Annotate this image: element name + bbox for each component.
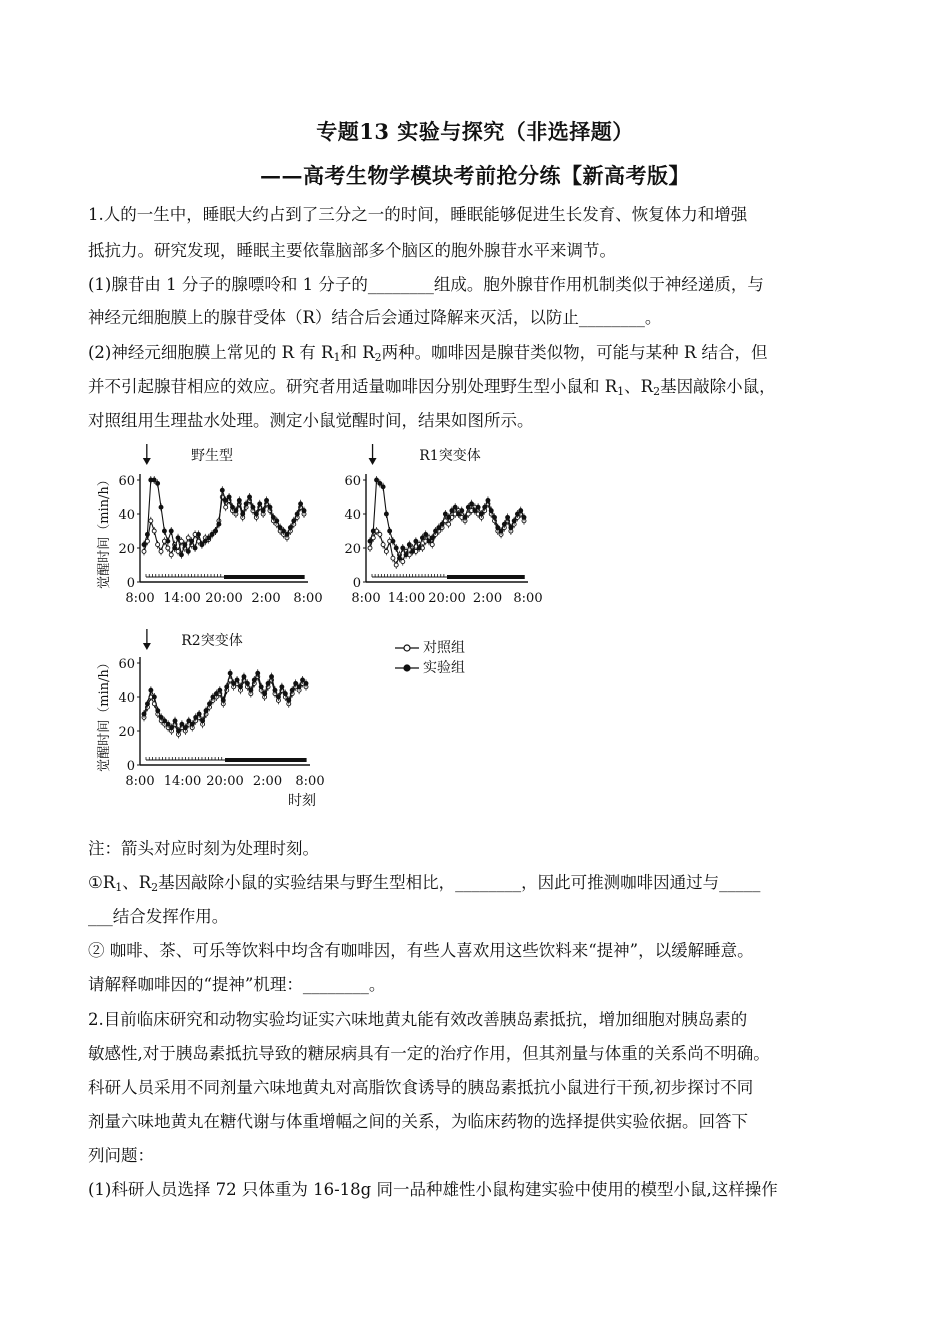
experiment-point [190, 722, 194, 726]
experiment-point [251, 505, 255, 509]
x-tick-label: 20:00 [206, 774, 244, 789]
control-point [179, 539, 183, 543]
legend-experiment-marker [395, 663, 419, 673]
experiment-point [186, 549, 190, 553]
experiment-point [371, 529, 375, 533]
page-subtitle: ——高考生物学模块考前抢分练【新高考版】 [260, 163, 690, 188]
night-bar [225, 758, 307, 762]
experiment-point [368, 539, 372, 543]
experiment-point [166, 539, 170, 543]
q2-line3: 科研人员采用不同剂量六味地黄丸对高脂饮食诱导的胰岛素抵抗小鼠进行干预,初步探讨不同 [88, 1078, 754, 1097]
y-tick-label: 60 [118, 657, 135, 672]
experiment-point [295, 512, 299, 516]
chart-r1-svg [330, 440, 560, 640]
experiment-point [173, 546, 177, 550]
experiment-point [401, 546, 405, 550]
chart-legend [395, 638, 465, 678]
experiment-point [265, 498, 269, 502]
experiment-point [204, 709, 208, 713]
y-tick-label: 0 [126, 759, 135, 774]
treatment-arrow-head [143, 643, 151, 650]
experiment-point [270, 675, 274, 679]
experiment-point [194, 715, 198, 719]
experiment-point [391, 539, 395, 543]
experiment-point [220, 488, 224, 492]
q2-line5: 列问题： [88, 1146, 154, 1165]
experiment-point [234, 509, 238, 513]
experiment-point [180, 722, 184, 726]
experiment-point [187, 719, 191, 723]
x-tick-label: 2:00 [251, 591, 281, 606]
experiment-point [145, 532, 149, 536]
experiment-point [479, 512, 483, 516]
control-point [156, 543, 160, 547]
experiment-point [207, 536, 211, 540]
legend-experiment-label: 实验组 [423, 660, 465, 676]
control-point [224, 505, 228, 509]
experiment-point [434, 529, 438, 533]
y-tick-label: 0 [126, 576, 135, 591]
experiment-point [447, 515, 451, 519]
control-point [447, 522, 451, 526]
q1-sub1-line2: ___结合发挥作用。 [88, 907, 229, 926]
y-tick-label: 60 [118, 474, 135, 489]
experiment-point [427, 539, 431, 543]
experiment-point [162, 529, 166, 533]
experiment-point [179, 553, 183, 557]
experiment-point [218, 688, 222, 692]
control-point [430, 543, 434, 547]
control-point [176, 549, 180, 553]
experiment-point [193, 546, 197, 550]
experiment-point [512, 519, 516, 523]
chart-title: R2突变体 [181, 633, 243, 649]
q1-line5: (2)神经元细胞膜上常见的 R 有 $R_1$和 $R_2$两种。咖啡因是腺苷类似物，可能与某种 R 结合，但 [88, 343, 768, 364]
legend-control-label: 对照组 [423, 640, 465, 656]
experiment-point [159, 715, 163, 719]
experiment-point [152, 478, 156, 482]
experiment-point [170, 726, 174, 730]
x-tick-label: 8:00 [125, 591, 155, 606]
experiment-point [301, 678, 305, 682]
q1-line4: 神经元细胞膜上的腺苷受体（R）结合后会通过降解来灭活，以防止________。 [88, 308, 662, 327]
q1-line7: 对照组用生理盐水处理。测定小鼠觉醒时间，结果如图所示。 [88, 411, 534, 430]
experiment-point [249, 688, 253, 692]
experiment-point [163, 719, 167, 723]
experiment-point [290, 688, 294, 692]
control-point [391, 556, 395, 560]
experiment-point [275, 519, 279, 523]
legend-control [395, 638, 465, 658]
experiment-point [384, 512, 388, 516]
y-tick-label: 40 [118, 508, 135, 523]
q1-sub1-line1: $①R_1$、$R_2$基因敲除小鼠的实验结果与野生型相比，________，因此可推测咖啡因通过与_____ [88, 873, 761, 894]
x-tick-label: 8:00 [351, 591, 381, 606]
experiment-point [142, 712, 146, 716]
experiment-point [261, 509, 265, 513]
experiment-point [424, 532, 428, 536]
q1-line2: 抵抗力。研究发现，睡眠主要依靠脑部多个脑区的胞外腺苷水平来调节。 [88, 241, 616, 260]
experiment-point [217, 522, 221, 526]
experiment-point [278, 526, 282, 530]
q1-line6: 并不引起腺苷相应的效应。研究者用适量咖啡因分别处理野生型小鼠和 $R_1$、$R_2$基因敲除小鼠， [88, 377, 776, 398]
experiment-point [266, 681, 270, 685]
experiment-point [288, 526, 292, 530]
experiment-point [256, 671, 260, 675]
experiment-point [197, 712, 201, 716]
experiment-point [207, 702, 211, 706]
experiment-point [156, 709, 160, 713]
chart-title: R1突变体 [419, 448, 481, 464]
chart-wildtype [92, 440, 332, 620]
experiment-point [235, 678, 239, 682]
q2-line6: (1)科研人员选择 72 只体重为 16-18g 同一品种雄性小鼠构建实验中使用的模型小鼠,这样操作 [88, 1180, 778, 1199]
experiment-point [201, 719, 205, 723]
y-tick-label: 0 [352, 576, 361, 591]
experiment-point [463, 515, 467, 519]
experiment-point [183, 543, 187, 547]
control-point [384, 549, 388, 553]
control-point [159, 549, 163, 553]
experiment-point [166, 722, 170, 726]
control-point [401, 560, 405, 564]
experiment-point [378, 481, 382, 485]
y-tick-label: 40 [344, 508, 361, 523]
experiment-point [231, 505, 235, 509]
x-tick-label: 14:00 [387, 591, 426, 606]
q1-note: 注：箭头对应时刻为处理时刻。 [88, 839, 319, 858]
experiment-point [417, 546, 421, 550]
x-tick-label: 20:00 [428, 591, 466, 606]
experiment-point [203, 539, 207, 543]
experiment-point [294, 681, 298, 685]
experiment-point [483, 505, 487, 509]
experiment-point [282, 529, 286, 533]
experiment-point [221, 698, 225, 702]
experiment-point [176, 536, 180, 540]
experiment-point [506, 515, 510, 519]
experiment-point [214, 692, 218, 696]
chart-r1 [330, 440, 560, 640]
experiment-point [283, 692, 287, 696]
experiment-point [522, 515, 526, 519]
experiment-point [285, 532, 289, 536]
experiment-point [258, 502, 262, 506]
experiment-point [152, 695, 156, 699]
y-tick-label: 20 [118, 542, 135, 557]
experiment-point [519, 509, 523, 513]
experiment-point [271, 515, 275, 519]
x-tick-label: 14:00 [163, 591, 201, 606]
control-point [368, 546, 372, 550]
y-axis-label: 觉醒时间（min/h） [97, 656, 112, 772]
experiment-point [397, 556, 401, 560]
experiment-point [450, 509, 454, 513]
experiment-point [414, 539, 418, 543]
experiment-point [493, 515, 497, 519]
x-tick-label: 8:00 [293, 591, 323, 606]
experiment-point [499, 529, 503, 533]
experiment-point [437, 526, 441, 530]
experiment-point [280, 685, 284, 689]
experiment-point [142, 543, 146, 547]
experiment-point [244, 502, 248, 506]
y-tick-label: 40 [118, 691, 135, 706]
experiment-point [470, 502, 474, 506]
experiment-point [213, 529, 217, 533]
control-point [394, 563, 398, 567]
experiment-point [169, 529, 173, 533]
control-point [166, 546, 170, 550]
x-tick-label: 8:00 [125, 774, 155, 789]
experiment-point [159, 505, 163, 509]
x-tick-label: 14:00 [163, 774, 202, 789]
q1-line3: (1)腺苷由 1 分子的腺嘌呤和 1 分子的________组成。胞外腺苷作用机制类似于神经递质，与 [88, 275, 764, 294]
experiment-point [241, 512, 245, 516]
legend-experiment [395, 658, 465, 678]
x-tick-label: 20:00 [205, 591, 243, 606]
y-tick-label: 60 [344, 474, 361, 489]
experiment-point [210, 532, 214, 536]
y-tick-label: 20 [344, 542, 361, 557]
experiment-point [430, 536, 434, 540]
experiment-point [407, 543, 411, 547]
experiment-point [509, 526, 513, 530]
x-tick-label: 8:00 [295, 774, 325, 789]
experiment-point [404, 553, 408, 557]
chart-r2-svg [92, 625, 342, 825]
q2-line4: 剂量六味地黄丸在糖代谢与体重增幅之间的关系，为临床药物的选择提供实验依据。回答下 [88, 1112, 748, 1131]
night-bar [224, 575, 305, 579]
experiment-point [224, 498, 228, 502]
experiment-point [239, 685, 243, 689]
q2-line1: 2.目前临床研究和动物实验均证实六味地黄丸能有效改善胰岛素抵抗，增加细胞对胰岛素的 [88, 1010, 748, 1029]
y-tick-label: 20 [118, 725, 135, 740]
experiment-point [273, 688, 277, 692]
control-point [152, 529, 156, 533]
experiment-point [473, 509, 477, 513]
control-point [186, 536, 190, 540]
experiment-point [242, 675, 246, 679]
experiment-point [411, 549, 415, 553]
q2-line2: 敏感性,对于胰岛素抵抗导致的糖尿病具有一定的治疗作用，但其剂量与体重的关系尚不明确。 [88, 1044, 770, 1063]
control-point [378, 532, 382, 536]
experiment-point [268, 505, 272, 509]
experiment-point [190, 539, 194, 543]
experiment-point [232, 681, 236, 685]
experiment-point [228, 671, 232, 675]
experiment-point [252, 678, 256, 682]
experiment-point [287, 698, 291, 702]
experiment-point [443, 512, 447, 516]
experiment-point [420, 536, 424, 540]
experiment-point [211, 695, 215, 699]
control-point [142, 549, 146, 553]
experiment-point [259, 685, 263, 689]
experiment-point [149, 688, 153, 692]
control-point [169, 553, 173, 557]
experiment-point [381, 485, 385, 489]
chart-r2 [92, 625, 342, 825]
legend-control-marker [395, 643, 419, 653]
experiment-point [476, 505, 480, 509]
x-tick-label: 2:00 [252, 774, 283, 789]
experiment-point [502, 522, 506, 526]
y-axis-label: 觉醒时间（min/h） [97, 473, 112, 589]
q1-line1: 1.人的一生中，睡眠大约占到了三分之一的时间，睡眠能够促进生长发育、恢复体力和增强 [88, 205, 748, 224]
experiment-point [375, 478, 379, 482]
experiment-point [489, 509, 493, 513]
experiment-point [388, 529, 392, 533]
experiment-point [297, 685, 301, 689]
experiment-point [453, 505, 457, 509]
experiment-point [225, 685, 229, 689]
experiment-point [299, 502, 303, 506]
treatment-arrow-head [369, 458, 377, 465]
experiment-point [466, 505, 470, 509]
q1-sub2-line1: ② 咖啡、茶、可乐等饮料中均含有咖啡因，有些人喜欢用这些饮料来“提神”，以缓解睡意。 [88, 941, 754, 960]
experiment-point [156, 481, 160, 485]
experiment-point [145, 702, 149, 706]
night-bar [447, 575, 525, 579]
experiment-point [302, 509, 306, 513]
experiment-point [200, 543, 204, 547]
experiment-point [254, 512, 258, 516]
experiment-point [440, 522, 444, 526]
experiment-point [176, 729, 180, 733]
page-title: 专题13 实验与探究（非选择题） [316, 119, 634, 144]
experiment-point [173, 719, 177, 723]
experiment-point [304, 681, 308, 685]
experiment-point [245, 681, 249, 685]
q1-sub2-line2: 请解释咖啡因的“提神”机理：________。 [88, 975, 386, 994]
experiment-point [196, 532, 200, 536]
experiment-point [237, 498, 241, 502]
experiment-point [394, 546, 398, 550]
experiment-point [248, 495, 252, 499]
experiment-point [496, 526, 500, 530]
experiment-point [486, 498, 490, 502]
control-point [149, 519, 153, 523]
treatment-arrow-head [143, 458, 151, 465]
experiment-point [183, 726, 187, 730]
x-tick-label: 2:00 [472, 591, 503, 606]
control-point [381, 543, 385, 547]
experiment-point [276, 695, 280, 699]
x-axis-label: 时刻 [288, 793, 316, 809]
chart-wildtype-svg [92, 440, 332, 620]
experiment-point [263, 692, 267, 696]
chart-title: 野生型 [191, 448, 233, 464]
experiment-point [460, 509, 464, 513]
x-tick-label: 8:00 [513, 591, 543, 606]
experiment-point [515, 512, 519, 516]
experiment-point [456, 512, 460, 516]
experiment-point [227, 495, 231, 499]
experiment-point [292, 519, 296, 523]
